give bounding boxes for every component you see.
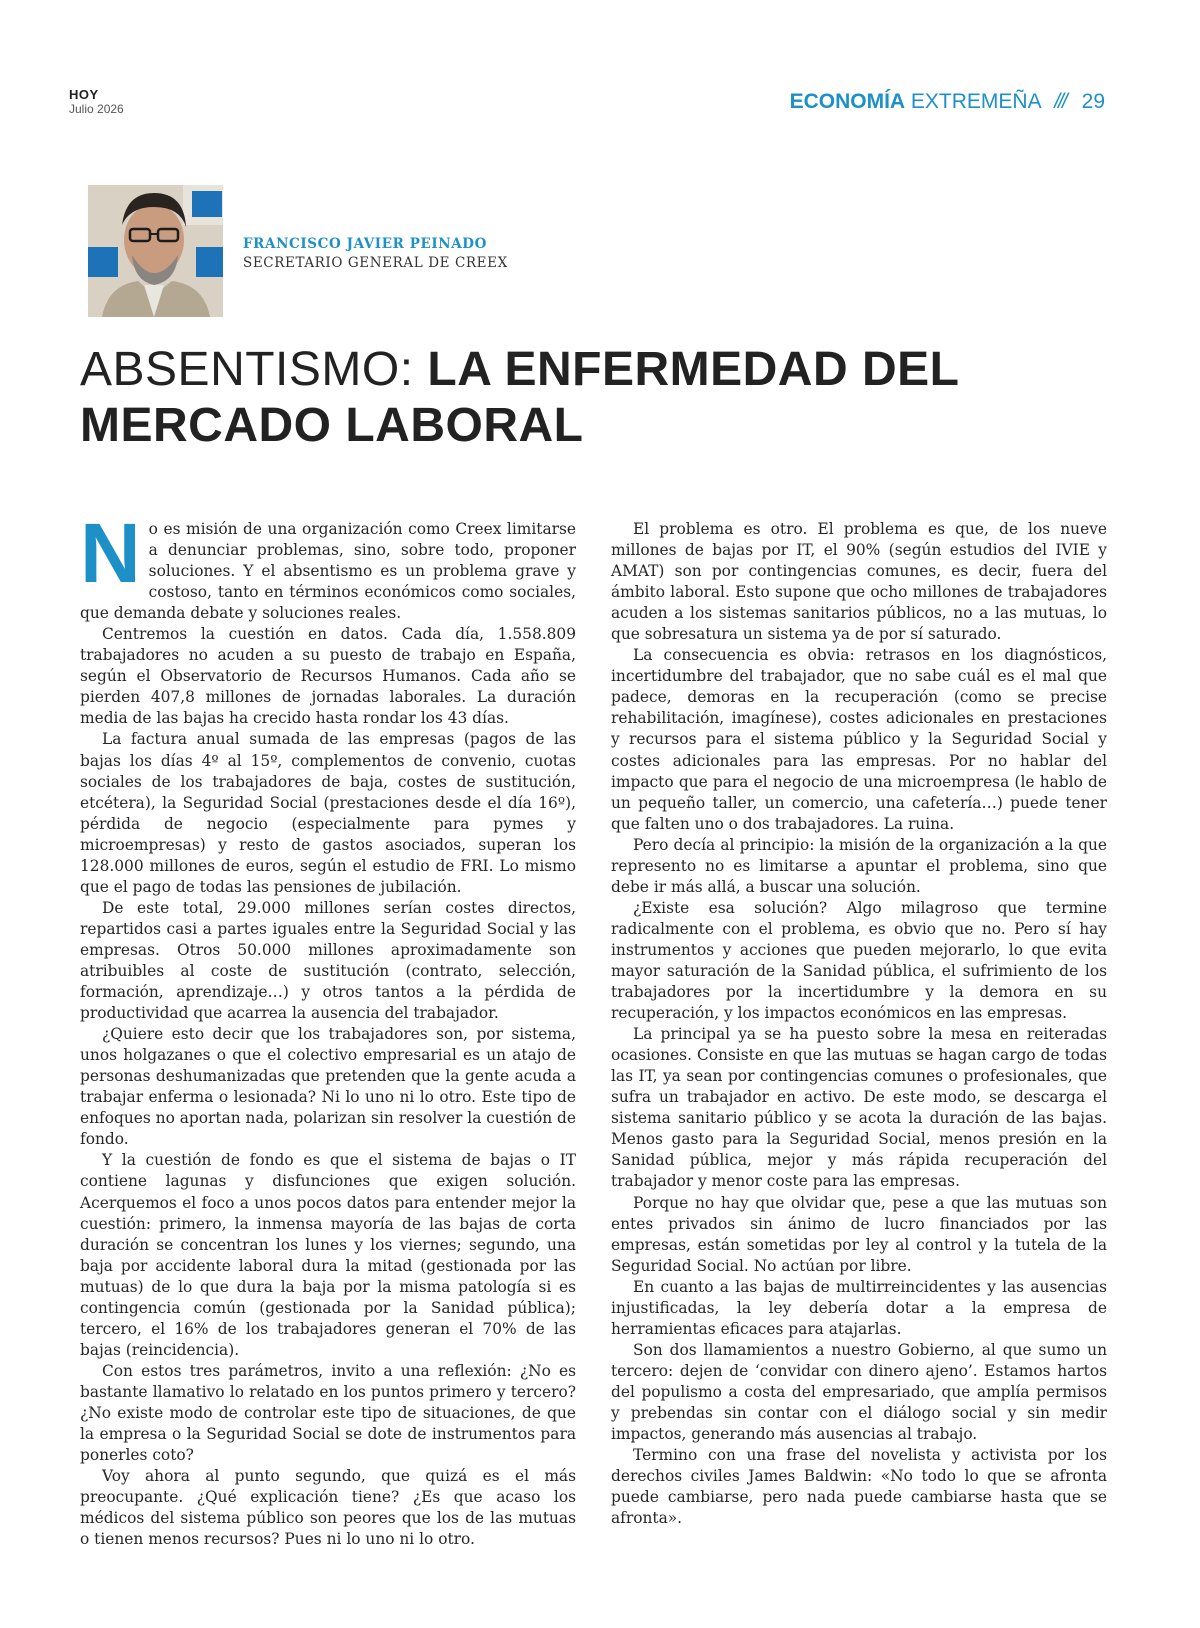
article-paragraph: Pero decía al principio: la misión de la organización a la que represento no es limitarse a apuntar el problema, sino que debe ir más allá, a buscar una solución. xyxy=(611,835,1107,896)
article-paragraph: Y la cuestión de fondo es que el sistema de bajas o IT contiene lagunas y disfunciones que exigen solución. Acerquemos el foco a unos pocos datos para entender mejor la cuestión: primero, la inmensa mayoría de las bajas de corta duración se concentran los lunes y los viernes; segundo, una baja por accidente laboral dura la mitad (gestionada por las mutuas) de lo que dura la baja por la misma patología si es contingencia común (gestionada por la Sanidad pública); tercero, el 16% de los trabajadores generan el 70% de las bajas (reincidencia). xyxy=(80,1151,576,1359)
article-column-left xyxy=(80,506,576,1550)
article-paragraph: La factura anual sumada de las empresas (pagos de las bajas los días 4º al 15º, complementos de convenio, cuotas sociales de los trabajadores de baja, costes de sustitución, etcétera), la Seguridad Social (prestaciones desde el día 16º), pérdida de negocio (especialmente para pymes y microempresas) y resto de gastos asociados, superan los 128.000 millones de euros, según el estudio de FRI. Lo mismo que el pago de todas las pensiones de jubilación. xyxy=(80,730,576,896)
page-number: 29 xyxy=(1081,90,1105,113)
article-paragraph: ¿Existe esa solución? Algo milagroso que termine radicalmente con el problema, es obvio que no. Pero sí hay instrumentos y acciones que pueden mejorarlo, lo que evita mayor saturación de la Sanidad pública, el sufrimiento de los trabajadores por la incertidumbre y la demora en su recuperación, y los impactos económicos en las empresas. xyxy=(611,898,1107,1023)
article-paragraph: De este total, 29.000 millones serían costes directos, repartidos casi a partes iguales entre la Seguridad Social y las empresas. Otros 50.000 millones aproximadamente son atribuibles al coste de sustitución (contrato, selección, formación, aprendizaje…) y otros tantos a la pérdida de productividad que acarrea la ausencia del trabajador. xyxy=(80,898,576,1023)
author-photo xyxy=(88,185,223,317)
article-paragraph: Termino con una frase del novelista y activista por los derechos civiles James Baldwin: «No todo lo que se afronta puede cambiarse, pero nada puede cambiarse hasta que se afronta». xyxy=(611,1446,1107,1528)
headline-bold: LA ENFERMEDAD DEL MERCADO LABORAL xyxy=(80,343,959,452)
author-name: FRANCISCO JAVIER PEINADO xyxy=(243,236,487,252)
article-paragraph: Porque no hay que olvidar que, pese a que las mutuas son entes privados sin ánimo de lucro financiados por las empresas, están sometidas por ley al control y la tutela de la Seguridad Social. No actúan por libre. xyxy=(611,1193,1107,1275)
article-paragraph: El problema es otro. El problema es que, de los nueve millones de bajas por IT, el 90% (según estudios del IVIE y AMAT) son por contingencias comunes, es decir, fuera del ámbito laboral. Esto supone que ocho millones de trabajadores acuden a los sistemas sanitarios públicos, no a las mutuas, lo que sobresatura un sistema ya de por sí saturado. xyxy=(611,520,1107,644)
article-paragraph: Con estos tres parámetros, invito a una reflexión: ¿No es bastante llamativo lo relatado en los puntos primero y tercero? ¿No existe modo de controlar este tipo de situaciones, de que la empresa o la Seguridad Social se dote de instrumentos para ponerles coto? xyxy=(80,1361,576,1465)
article-paragraph: En cuanto a las bajas de multirreincidentes y las ausencias injustificadas, la ley debería dotar a la empresa de herramientas eficaces para atajarlas. xyxy=(611,1277,1107,1338)
headline-light: ABSENTISMO: xyxy=(80,343,414,396)
article-paragraph: La consecuencia es obvia: retrasos en los diagnósticos, incertidumbre del trabajador, que no sabe cuál es el mal que padece, demoras en la recuperación (como se precise rehabilitación, imagínese), costes adicionales en prestaciones y recursos para el sistema público y la Seguridad Social y costes adicionales para las empresas. Por no hablar del impacto que para el negocio de una microempresa (le hablo de un pequeño taller, un comercio, una cafetería…) puede tener que falten uno o dos trabajadores. La ruina. xyxy=(611,646,1107,833)
author-role: SECRETARIO GENERAL DE CREEX xyxy=(243,255,508,271)
drop-cap: N xyxy=(80,506,141,600)
article-paragraph xyxy=(80,506,576,624)
section-separator: /// xyxy=(1054,90,1066,113)
author-portrait-image xyxy=(88,185,223,317)
article-paragraph: Centremos la cuestión en datos. Cada día, 1.558.809 trabajadores no acuden a su puesto de trabajo en España, según el Observatorio de Recursos Humanos. Cada año se pierden 407,8 millones de jornadas laborales. La duración media de las bajas ha crecido hasta rondar los 43 días. xyxy=(80,625,576,728)
paragraph-text: o es misión de una organización como Creex limitarse a denunciar problemas, sino, sobre todo, proponer soluciones. Y el absentismo es un problema grave y costoso, tanto en términos económicos como sociales, que demanda debate y soluciones reales. xyxy=(80,520,576,623)
masthead-left xyxy=(69,88,124,116)
article-headline xyxy=(80,342,1120,454)
section-name-light: EXTREMEÑA xyxy=(910,90,1041,113)
article-column-right xyxy=(611,519,1107,1529)
publication-name: HOY xyxy=(69,87,99,102)
article-paragraph: ¿Quiere esto decir que los trabajadores son, por sistema, unos holgazanes o que el colectivo empresarial es un atajo de personas deshumanizadas que pretenden que la gente acuda a trabajar enferma o lesionada? Ni lo uno ni lo otro. Este tipo de enfoques no aportan nada, polarizan sin resolver la cuestión de fondo. xyxy=(80,1025,576,1149)
section-name-bold: ECONOMÍA xyxy=(789,90,906,113)
article-paragraph: La principal ya se ha puesto sobre la mesa en reiteradas ocasiones. Consiste en que las mutuas se hagan cargo de todas las IT, ya sean por contingencias comunes o profesionales, que sufra un trabajador en activo. De este modo, se descarga el sistema sanitario público y se acota la duración de las bajas. Menos gasto para la Seguridad Social, menos presión en la Sanidad pública, mejor y más rápida recuperación del trabajador y menor coste para las empresas. xyxy=(611,1025,1107,1191)
article-paragraph: Voy ahora al punto segundo, que quizá es el más preocupante. ¿Qué explicación tiene? ¿Es que acaso los médicos del sistema público son peores que los de las mutuas o tienen menos recursos? Pues ni lo uno ni lo otro. xyxy=(80,1467,576,1549)
article-paragraph: Son dos llamamientos a nuestro Gobierno, al que sumo un tercero: dejen de ‘convidar con dinero ajeno’. Estamos hartos del populismo a costa del empresariado, que amplía permisos y prebendas sin contar con el diálogo social y sin medir impactos, generando más ausencias al trabajo. xyxy=(611,1340,1107,1444)
section-header xyxy=(790,90,1105,114)
author-byline xyxy=(243,235,508,273)
publication-date: Julio 2026 xyxy=(69,102,124,116)
